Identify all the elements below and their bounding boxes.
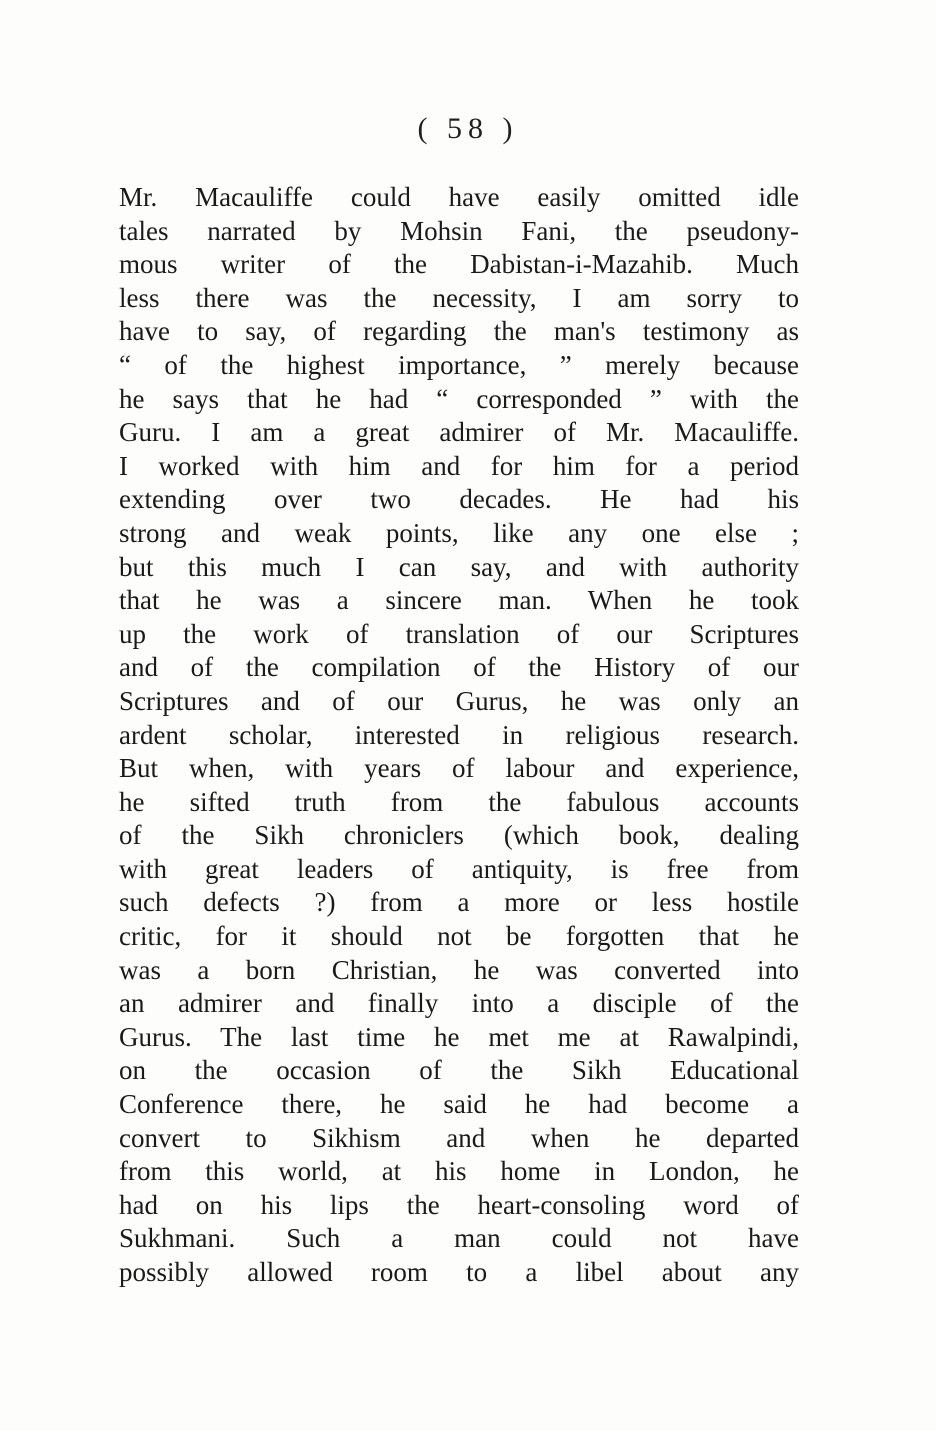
text-line: critic, for it should not be forgotten that he [119,921,799,952]
text-line: “ of the highest importance, ” merely because [119,349,799,380]
text-line: and of the compilation of the History of our [119,652,799,683]
text-line: he sifted truth from the fabulous accounts [119,786,799,817]
text-line: from this world, at his home in London, he [119,1156,799,1187]
text-line: But when, with years of labour and experience, [119,753,799,784]
text-line: up the work of translation of our Scriptures [119,618,799,649]
text-line: less there was the necessity, I am sorry to [119,282,799,313]
text-line: he says that he had “ corresponded ” with the [119,383,799,414]
text-line: Sukhmani. Such a man could not have [119,1223,799,1254]
body-paragraph [119,181,799,1290]
text-line: tales narrated by Mohsin Fani, the pseudony- [119,215,799,246]
text-line: that he was a sincere man. When he took [119,585,799,616]
text-line: Gurus. The last time he met me at Rawalpindi, [119,1021,799,1052]
text-line: strong and weak points, like any one else ; [119,517,799,548]
text-line: Conference there, he said he had become a [119,1089,799,1120]
text-line: but this much I can say, and with authority [119,551,799,582]
text-line: convert to Sikhism and when he departed [119,1122,799,1153]
text-line: had on his lips the heart-consoling word of [119,1189,799,1220]
text-line: was a born Christian, he was converted into [119,954,799,985]
text-line: of the Sikh chroniclers (which book, dealing [119,820,799,851]
text-line: Guru. I am a great admirer of Mr. Macauliffe. [119,417,799,448]
text-line: possibly allowed room to a libel about any [119,1257,799,1287]
text-line: Scriptures and of our Gurus, he was only an [119,685,799,716]
text-line: mous writer of the Dabistan-i-Mazahib. Much [119,249,799,280]
text-line: an admirer and finally into a disciple of the [119,988,799,1019]
text-line: extending over two decades. He had his [119,484,799,515]
text-line: such defects ?) from a more or less hostile [119,887,799,918]
text-line: ardent scholar, interested in religious research. [119,719,799,750]
page-number: ( 58 ) [417,112,519,145]
text-line: have to say, of regarding the man's testimony as [119,316,799,347]
text-line: I worked with him and for him for a period [119,450,799,481]
text-line: on the occasion of the Sikh Educational [119,1055,799,1086]
text-line: with great leaders of antiquity, is free from [119,853,799,884]
text-line: Mr. Macauliffe could have easily omitted idle [119,182,799,212]
